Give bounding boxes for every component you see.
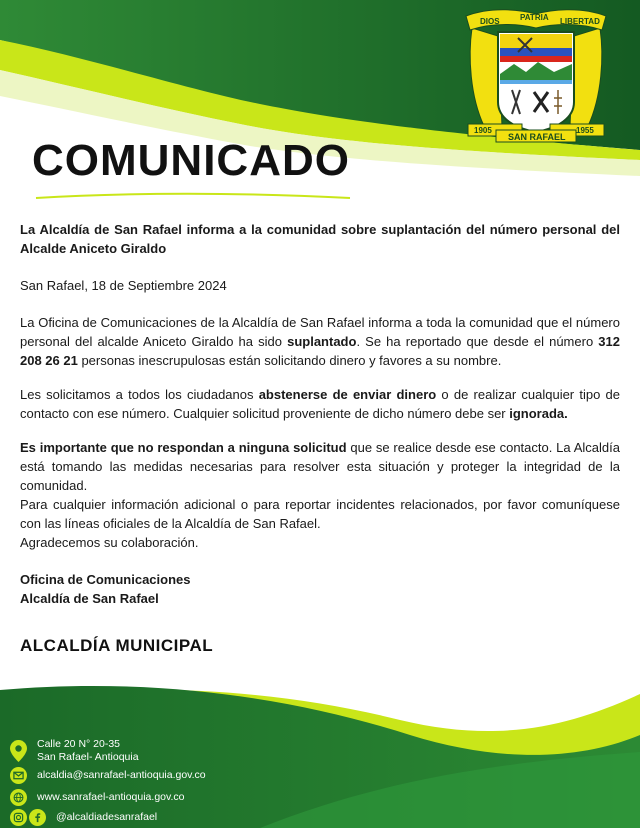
svg-text:PATRIA: PATRIA — [520, 13, 549, 22]
footer-title: ALCALDÍA MUNICIPAL — [20, 636, 214, 655]
paragraph-2: Les solicitamos a todos los ciudadanos abstenerse de enviar dinero o de realizar cualquier tipo de contacto con ese número. Cualquier solicitud proveniente de dicho número debe ser ignorada. — [20, 387, 620, 421]
signature-entity: Alcaldía de San Rafael — [20, 591, 159, 606]
date-line: San Rafael, 18 de Septiembre 2024 — [20, 278, 227, 293]
social-item[interactable] — [10, 809, 157, 826]
website-url[interactable]: www.sanrafael-antioquia.gov.co — [37, 791, 185, 803]
paragraph-4: Para cualquier información adicional o para reportar incidentes relacionados, por favor comuníquese con las líneas oficiales de la Alcaldía de San Rafael. — [20, 497, 620, 531]
headline: La Alcaldía de San Rafael informa a la comunidad sobre suplantación del número personal del Alcalde Aniceto Giraldo — [20, 222, 620, 256]
instagram-icon[interactable] — [10, 809, 27, 826]
paragraph-1: La Oficina de Comunicaciones de la Alcaldía de San Rafael informa a toda la comunidad que el número personal del alcalde Aniceto Giraldo ha sido suplantado. Se ha reportado que desde el número 312 208 26 21 personas inescrupulosas están solicitando dinero y favores a su nombre. — [20, 315, 620, 368]
svg-text:LIBERTAD: LIBERTAD — [560, 17, 600, 26]
svg-text:1905: 1905 — [474, 126, 492, 135]
signature-office: Oficina de Comunicaciones — [20, 572, 191, 587]
document-title: COMUNICADO — [32, 136, 350, 185]
document-body — [20, 220, 620, 608]
location-pin-icon — [10, 740, 27, 762]
title-underline — [36, 194, 350, 198]
svg-text:DIOS: DIOS — [480, 17, 500, 26]
globe-icon — [10, 789, 27, 806]
svg-text:1955: 1955 — [576, 126, 594, 135]
email-icon — [10, 767, 27, 784]
address-item — [10, 738, 139, 764]
email-item[interactable] — [10, 767, 206, 784]
email-address[interactable]: alcaldia@sanrafael-antioquia.gov.co — [37, 769, 206, 781]
facebook-icon[interactable] — [29, 809, 46, 826]
municipal-crest-logo — [462, 6, 610, 144]
paragraph-5: Agradecemos su colaboración. — [20, 535, 199, 550]
social-handle[interactable]: @alcaldiadesanrafael — [56, 811, 158, 823]
address-line-2: San Rafael- Antioquia — [37, 751, 139, 763]
svg-text:SAN RAFAEL: SAN RAFAEL — [508, 132, 566, 142]
paragraph-3: Es importante que no respondan a ninguna solicitud que se realice desde ese contacto. La Alcaldía está tomando las medidas necesarias para resolver esta situación y proteger la integridad de la comunidad. — [20, 440, 620, 493]
website-item[interactable] — [10, 789, 184, 806]
address-line-1: Calle 20 N° 20-35 — [37, 738, 120, 750]
